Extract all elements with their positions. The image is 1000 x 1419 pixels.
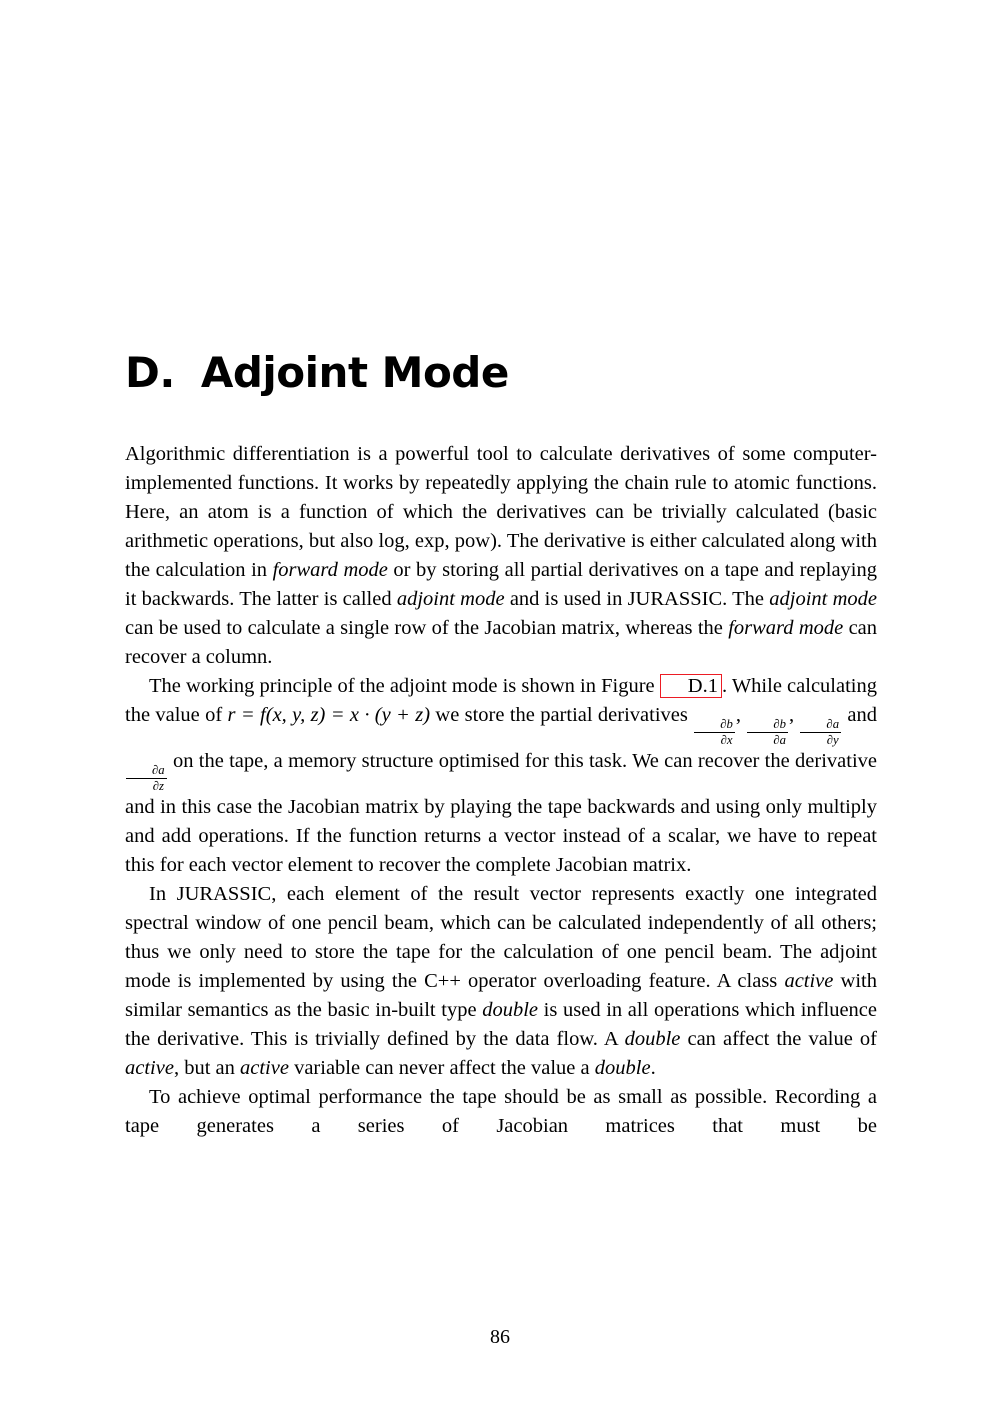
paragraph xyxy=(125,440,877,672)
italic-text: adjoint mode xyxy=(396,588,505,610)
text-run: or by storing all partial derivatives on a tape and replaying it backwards. The latter is called xyxy=(125,559,877,610)
italic-text: active xyxy=(784,970,834,993)
text-run: on the tape, a memory structure optimised for this task. We can recover the derivative and in this case the Jacobian matrix by playing the tape backwards and using only multiply and add operations. If the function returns a vector instead of a scalar, we have to repeat this for each vector element to recover the complete Jacobian matrix. xyxy=(125,750,877,877)
partial-derivative-fraction xyxy=(799,717,842,747)
fraction-numerator: ∂a xyxy=(126,763,167,779)
text-run: Algorithmic differentiation is a powerful tool to calculate derivatives of some computer-implemented functions. It works by repeatedly applying the chain rule to atomic functions. Here, an atom is a function of which the derivatives can be trivially calculated (basic arithmetic operations, but also log, exp, pow). The derivative is either calculated along with the calculation in xyxy=(125,443,877,581)
chapter-heading xyxy=(125,348,877,397)
text-run: . xyxy=(650,1057,656,1080)
fraction-denominator: ∂a xyxy=(773,732,786,747)
page-number: 86 xyxy=(490,1326,510,1348)
italic-text: adjoint mode xyxy=(769,588,877,610)
text-run: , but an xyxy=(173,1057,240,1080)
text-block xyxy=(125,0,877,1141)
fraction-numerator: ∂a xyxy=(800,717,841,733)
italic-text: double xyxy=(482,999,539,1022)
text-run: is used in all operations which influence the derivative. This is trivially defined by the data flow. A xyxy=(125,999,877,1051)
text-run: with similar semantics as the basic in-built type xyxy=(125,970,877,1022)
italic-text: forward mode xyxy=(728,617,844,639)
text-run: and xyxy=(842,704,878,726)
partial-derivative-fraction xyxy=(125,763,168,793)
text-run: can affect the value of xyxy=(680,1028,877,1051)
text-run: can recover a column. xyxy=(125,617,878,668)
italic-text: active xyxy=(125,1057,174,1080)
fraction-numerator: ∂b xyxy=(747,717,788,733)
body-text xyxy=(125,440,877,1141)
fraction-denominator: ∂x xyxy=(720,732,733,747)
figure-ref-link[interactable]: D.1 xyxy=(660,674,722,698)
fraction-denominator: ∂z xyxy=(152,778,164,793)
text-run: can be used to calculate a single row of the Jacobian matrix, whereas the xyxy=(125,617,729,639)
fraction-numerator: ∂b xyxy=(694,717,735,733)
fraction-denominator: ∂y xyxy=(826,732,839,747)
partial-derivative-fraction xyxy=(746,717,789,747)
text-run: , xyxy=(788,704,800,726)
text-run: and is used in JURASSIC. The xyxy=(504,588,770,610)
chapter-title: Adjoint Mode xyxy=(200,348,509,397)
text-run: To achieve optimal performance the tape should be as small as possible. Recording a tape generates a series of Jacobian matrices that must be xyxy=(125,1086,877,1138)
italic-text: double xyxy=(624,1028,681,1051)
text-run: . While calculating the value of xyxy=(125,675,877,726)
paragraph xyxy=(125,880,877,1083)
text-run: we store the partial derivatives xyxy=(430,704,694,726)
italic-text: double xyxy=(594,1057,651,1080)
text-run: , xyxy=(735,704,747,726)
italic-text: active xyxy=(240,1057,289,1080)
text-run: In JURASSIC, each element of the result vector represents exactly one integrated spectral window of one pencil beam, which can be calculated independently of all others; thus we only need to store the tape for the calculation of one pencil beam. The adjoint mode is implemented by using the C++ operator overloading feature. A class xyxy=(125,883,877,993)
text-run: The working principle of the adjoint mode is shown in Figure xyxy=(149,675,660,697)
text-run: variable can never affect the value a xyxy=(288,1057,595,1080)
paragraph xyxy=(125,1083,877,1141)
paragraph xyxy=(125,672,877,880)
italic-text: forward mode xyxy=(272,559,388,581)
chapter-number: D. xyxy=(125,348,175,397)
partial-derivative-fraction xyxy=(693,717,736,747)
math-expression: r = f(x, y, z) = x · (y + z) xyxy=(227,704,431,726)
